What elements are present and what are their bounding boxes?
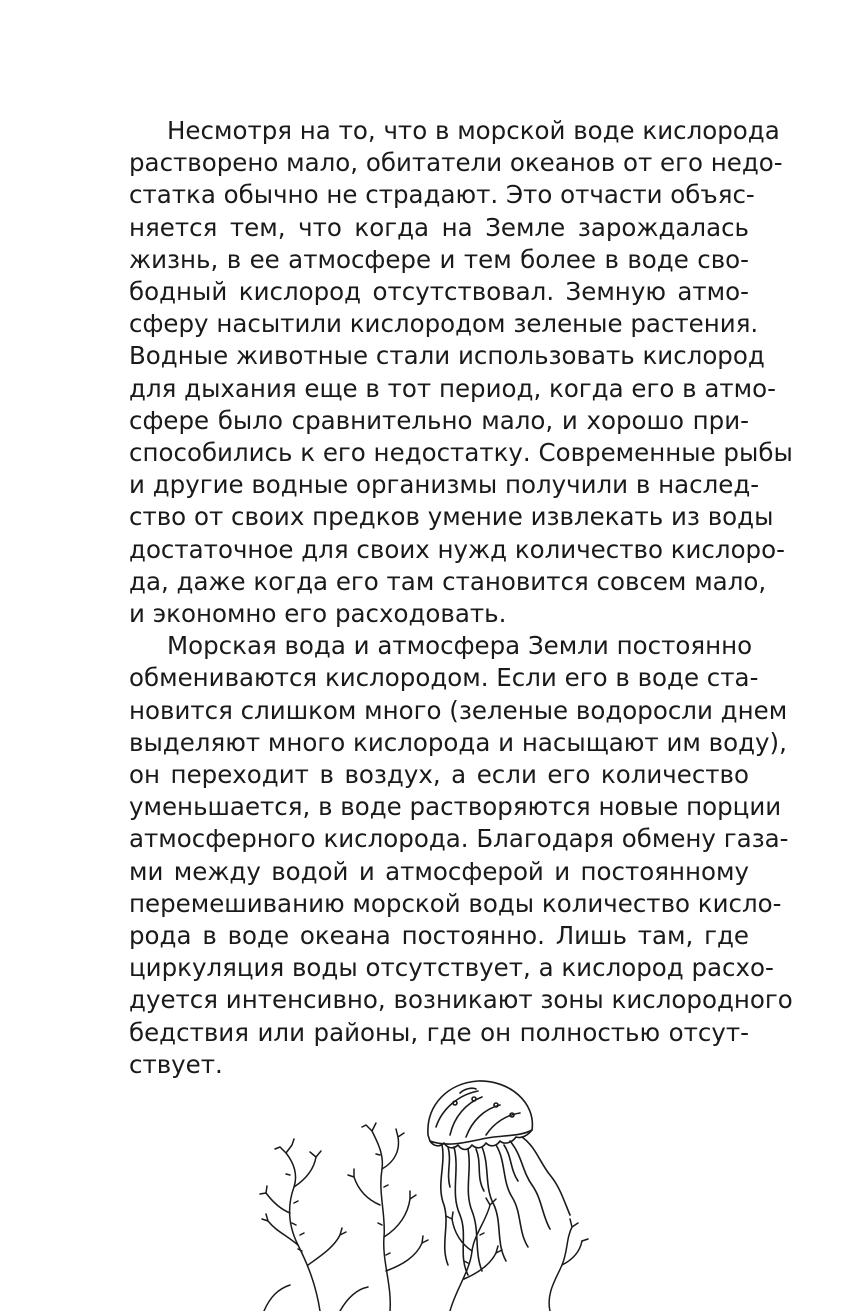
text-line: статка обычно не страдают. Это отчасти объяс-	[129, 180, 755, 210]
text-line: ство от своих предков умение извлекать из воды	[129, 502, 774, 532]
jellyfish-icon	[428, 1081, 570, 1275]
sea-illustration	[250, 1075, 610, 1311]
text-line: способились к его недостатку. Современные рыбы	[129, 438, 793, 468]
text-line: да, даже когда его там становится совсем мало,	[129, 566, 767, 596]
text-line: ми между водой и атмосферой и постоянному	[129, 856, 749, 886]
text-line: сферу насытили кислородом зеленые растения.	[129, 309, 759, 339]
text-line: атмосферного кислорода. Благодаря обмену газа-	[129, 824, 789, 854]
text-line: новится слишком много (зеленые водоросли днем	[129, 695, 788, 725]
text-line: для дыхания еще в тот период, когда его в атмо-	[129, 373, 776, 403]
text-line: он переходит в воздух, а если его количество	[129, 760, 749, 790]
text-line: обмениваются кислородом. Если его в воде ста-	[129, 663, 759, 693]
text-line: няется тем, что когда на Земле зарождалась	[129, 212, 749, 242]
text-line: выделяют много кислорода и насыщают им воду),	[129, 727, 787, 757]
text-line: рода в воде океана постоянно. Лишь там, где	[129, 921, 749, 951]
text-line: и экономно его расходовать.	[129, 599, 507, 629]
coral-icon	[260, 1123, 588, 1311]
text-line: циркуляция воды отсутствует, а кислород расхо-	[129, 953, 774, 983]
text-line: ствует.	[129, 1049, 223, 1079]
body-text	[129, 115, 793, 1081]
text-line: уменьшается, в воде растворяются новые порции	[129, 792, 782, 822]
text-line: Несмотря на то, что в морской воде кислорода	[167, 116, 780, 145]
text-line: бедствия или районы, где он полностью отсут-	[129, 1017, 749, 1047]
text-line: перемешиванию морской воды количество кисло-	[129, 888, 782, 918]
text-line: растворено мало, обитатели океанов от его недо-	[129, 148, 783, 178]
text-line: сфере было сравнительно мало, и хорошо при-	[129, 405, 749, 435]
text-line: жизнь, в ее атмосфере и тем более в воде сво-	[129, 244, 749, 274]
text-line: Морская вода и атмосфера Земли постоянно	[167, 631, 753, 661]
paragraph-2	[129, 630, 793, 1081]
paragraph-1	[129, 115, 793, 630]
text-line: и другие водные организмы получили в наслед-	[129, 470, 760, 500]
text-line: достаточное для своих нужд количество кислоро-	[129, 534, 785, 564]
text-line: бодный кислород отсутствовал. Земную атмо-	[129, 277, 749, 307]
text-line: дуется интенсивно, возникают зоны кислородного	[129, 985, 793, 1015]
text-line: Водные животные стали использовать кислород	[129, 341, 765, 371]
